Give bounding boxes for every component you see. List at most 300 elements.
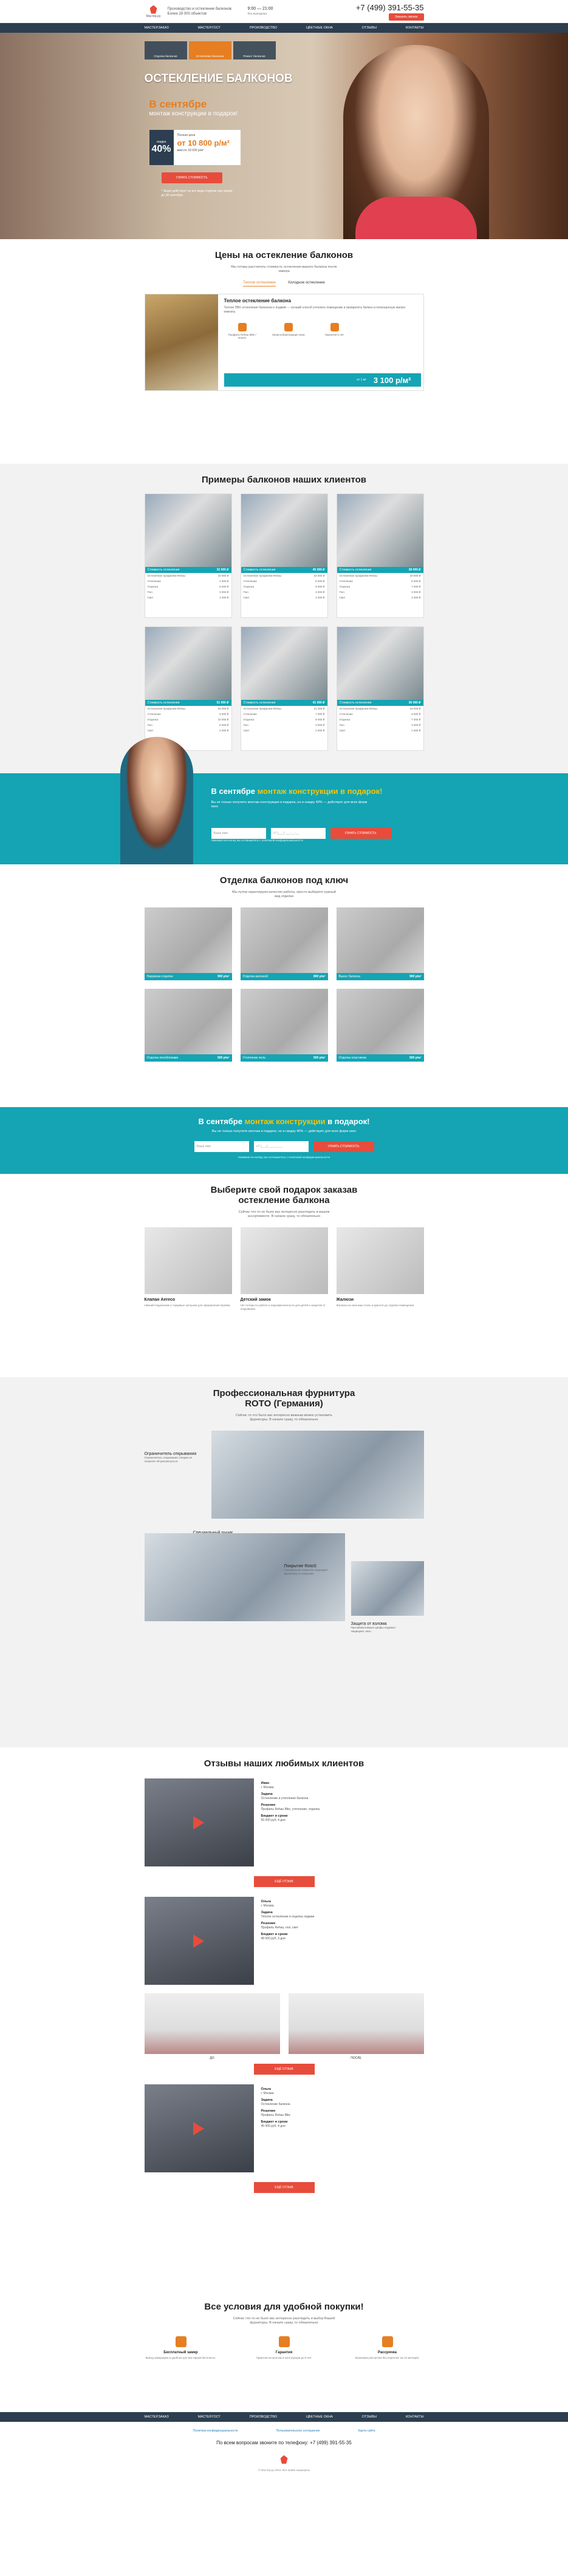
row-label: Пол — [147, 590, 152, 594]
example-row — [145, 578, 231, 584]
example-total: 45 000 ₽ — [312, 568, 325, 572]
price-bar — [224, 373, 421, 387]
price-info — [218, 294, 423, 390]
review-line: Профиль Rehau, пол, свет — [261, 1925, 299, 1930]
row-value: 1 000 ₽ — [411, 728, 421, 732]
nav-item[interactable]: КОНТАКТЫ — [405, 26, 424, 30]
feature-label: Энергосберегающие окна — [272, 333, 305, 336]
promo-box — [149, 130, 241, 165]
band-title-a: В сентябре — [198, 1117, 245, 1126]
form-note: Нажимая на кнопку, вы соглашаетесь с политикой конфиденциальности — [238, 1156, 330, 1159]
row-label: Отделка — [147, 585, 159, 588]
reviews-list — [145, 1778, 424, 2193]
price-tabs — [145, 281, 424, 286]
finish-card[interactable] — [241, 907, 328, 980]
condition-text: Выезд замерщика в удобное для вас время бесплатно. — [145, 2356, 216, 2359]
finish-price: 900 р/м² — [217, 975, 230, 978]
discount-label: скидка — [156, 140, 166, 144]
row-value: 8 000 ₽ — [315, 579, 325, 583]
submit-button[interactable]: УЗНАТЬ СТОИМОСТЬ — [313, 1141, 374, 1152]
review-video[interactable] — [145, 1778, 254, 1866]
section-desc: Сейчас то что было вас интересно важным можно установить фурнитуры. В начале сразу, то обязательно — [236, 1414, 332, 1422]
example-row — [241, 711, 327, 717]
example-row — [145, 728, 231, 733]
example-card[interactable] — [241, 493, 328, 618]
feature-label: Профиль Rehau Blitz / Grazio — [228, 333, 256, 339]
finish-card[interactable] — [337, 907, 424, 980]
row-label: Отделка — [243, 717, 255, 721]
promo-band-2 — [0, 1107, 568, 1174]
section-title: Профессиональная фурнитура ROTO (Германия) — [213, 1388, 355, 1409]
more-reviews-button[interactable]: ЕЩЁ ОТЗЫВ — [254, 1876, 315, 1887]
row-value: 4 000 ₽ — [315, 590, 325, 594]
review-item — [145, 1897, 424, 1985]
row-label: Остекление профилем Rehau — [243, 574, 282, 577]
tab-cold[interactable]: Холодное остекление — [287, 281, 325, 285]
finish-card[interactable] — [337, 989, 424, 1062]
section-desc: Сейчас что-то не было вас интересно разглядеть в вашем ассортименте. В начале сразу, то обязательно — [238, 1210, 330, 1218]
example-row — [241, 578, 327, 584]
phone-input[interactable]: +7 (___) ___-__-__ — [254, 1141, 309, 1152]
example-row — [337, 711, 423, 717]
hero-tabs — [145, 41, 276, 59]
hero-offer: монтаж конструкции в подарок! — [149, 110, 238, 117]
example-label: Стоимость остекления — [339, 701, 372, 705]
balcony-photo — [145, 294, 218, 390]
roto-label — [145, 1452, 197, 1463]
row-value: 22 000 ₽ — [313, 574, 325, 577]
nav-item[interactable]: МАСТЕР.ЗАКАЗ — [144, 26, 169, 30]
hero-tab[interactable]: Отделка балконов — [145, 41, 187, 59]
ruler-icon — [176, 2336, 186, 2347]
example-row — [337, 573, 423, 578]
footer-logo — [275, 2450, 293, 2469]
more-reviews-button[interactable]: ЕЩЁ ОТЗЫВ — [254, 2182, 315, 2193]
finish-name: Отделка вагонкой — [242, 975, 268, 978]
callback-button[interactable]: Заказать звонок — [389, 13, 423, 21]
promo-form — [145, 1141, 424, 1152]
feature-list — [224, 323, 417, 339]
finish-name: Отделка пеноблоками — [146, 1056, 179, 1060]
example-row — [145, 722, 231, 728]
reviewer-name: Ольга — [261, 2087, 271, 2091]
example-row — [145, 595, 231, 600]
condition-name: Бесплатный замер — [163, 2351, 198, 2354]
after-label: ПОСЛЕ — [351, 2056, 361, 2060]
row-value: 3 000 ₽ — [315, 723, 325, 727]
reviews-section — [0, 1747, 568, 2291]
hours-text: 9:00 — 21:00 — [247, 7, 273, 11]
example-card[interactable] — [145, 493, 232, 618]
row-label: Свет — [243, 728, 250, 732]
review-text — [261, 1897, 424, 1985]
row-label: Утепление — [339, 712, 353, 716]
row-label: Свет — [147, 728, 154, 732]
example-price-bar — [145, 700, 231, 706]
gifts-section — [0, 1174, 568, 1377]
row-value: 18 000 ₽ — [217, 574, 229, 577]
review-line: Бюджет и сроки — [261, 1814, 288, 1818]
example-price-bar — [241, 700, 327, 706]
finish-name: Отделка пластиком — [338, 1056, 366, 1060]
shield-icon — [279, 2336, 290, 2347]
row-value: 7 000 ₽ — [411, 585, 421, 588]
site-header — [0, 0, 568, 23]
row-label: Пол — [243, 723, 248, 727]
condition-text: Гарантия на монтаж и конструкции до 5 лет. — [256, 2356, 312, 2359]
row-value: 3 000 ₽ — [411, 590, 421, 594]
row-value: 5 000 ₽ — [219, 723, 229, 727]
row-label: Остекление профилем Rehau — [339, 574, 378, 577]
conditions-section — [0, 2291, 568, 2412]
more-reviews-button[interactable]: ЕЩЁ ОТЗЫВ — [254, 2064, 315, 2075]
gift-card[interactable] — [145, 1227, 232, 1311]
example-row — [145, 589, 231, 595]
example-row — [337, 717, 423, 722]
name-input[interactable]: Ваше имя — [211, 828, 266, 839]
example-row — [145, 584, 231, 589]
example-row — [241, 584, 327, 589]
row-value: 19 000 ₽ — [409, 707, 421, 710]
example-row — [241, 706, 327, 711]
example-row — [337, 578, 423, 584]
card-title: Теплое остекление балкона — [224, 298, 291, 303]
hours-sub: без выходных — [247, 12, 267, 16]
roto-hardware-photo-3 — [351, 1561, 424, 1616]
example-row — [337, 595, 423, 600]
example-row — [145, 717, 231, 722]
row-label: Свет — [339, 728, 346, 732]
example-row — [241, 728, 327, 733]
price-note: вместо 18 000 р/м² — [177, 149, 204, 152]
promo-form — [211, 828, 391, 839]
discount-value: 40% — [151, 144, 171, 154]
reviewer-address: г. Москва — [261, 2091, 274, 2095]
reviewer-name: Иван — [261, 1781, 270, 1785]
example-price-bar — [337, 700, 423, 706]
example-row — [145, 706, 231, 711]
review-line: Профиль Rehau Blitz, утепление, отделка — [261, 1807, 320, 1811]
example-row — [337, 722, 423, 728]
row-value: 2 000 ₽ — [411, 595, 421, 599]
row-value: 3 000 ₽ — [219, 590, 229, 594]
review-line: 48 000 руб, 3 дня — [261, 1936, 286, 1940]
row-label: Пол — [147, 723, 152, 727]
nav-item[interactable]: МАСТЕР.ГОСТ — [197, 2415, 221, 2419]
promo-price — [174, 130, 233, 165]
review-item — [145, 2084, 424, 2172]
band-title-c: в подарок! — [325, 1117, 370, 1126]
gift-photo — [337, 1227, 424, 1294]
condition-name: Рассрочка — [378, 2351, 397, 2354]
band-title — [145, 1107, 424, 1126]
example-label: Стоимость остекления — [147, 701, 180, 705]
review-line: Бюджет и сроки — [261, 1933, 288, 1936]
site-footer — [0, 2429, 568, 2501]
row-value: 21 000 ₽ — [313, 707, 325, 710]
hero-cta-button[interactable]: УЗНАТЬ СТОИМОСТЬ — [162, 172, 222, 183]
phone-input[interactable]: +7 (___) ___-__-__ — [271, 828, 326, 839]
example-photo — [337, 627, 423, 700]
roto-label-title: Покрытие RotoS — [284, 1564, 317, 1568]
example-label: Стоимость остекления — [243, 568, 276, 572]
prices-section — [0, 239, 568, 464]
finish-price: 900 р/м² — [409, 975, 422, 978]
logo[interactable] — [145, 2, 163, 21]
row-label: Отделка — [339, 717, 351, 721]
example-row — [337, 706, 423, 711]
example-row — [241, 595, 327, 600]
finish-price: 900 р/м² — [409, 1056, 422, 1060]
gift-text: Нет потери по работе и недозамоченности для детей и защитой от открывания. — [240, 1304, 326, 1310]
example-total: 32 000 ₽ — [216, 568, 229, 572]
logo-icon — [281, 2455, 288, 2464]
condition-name: Гарантия — [275, 2351, 293, 2354]
price-bar-label: от 1 м² — [357, 378, 366, 382]
name-input[interactable]: Ваше имя — [194, 1141, 249, 1152]
footer-link[interactable]: Карта сайта — [358, 2429, 375, 2433]
example-photo — [145, 627, 231, 700]
hero-tab[interactable]: Ремонт балконов — [233, 41, 276, 59]
row-value: 6 000 ₽ — [411, 579, 421, 583]
finish-caption — [241, 973, 328, 980]
roto-label-title: Ограничитель открывания — [144, 1452, 197, 1456]
section-title: Цены на остекление балконов — [214, 250, 354, 260]
roto-hardware-photo-2 — [145, 1533, 345, 1621]
review-line: Профиль Rehau Blitz — [261, 2113, 291, 2117]
section-desc: Мы путем гарантируем качество работы, просто выберите нужный вид отделки — [232, 890, 336, 898]
finish-caption — [145, 973, 232, 980]
row-value: 2 000 ₽ — [315, 595, 325, 599]
review-line: Остекление балкона — [261, 2102, 290, 2106]
contact-box — [356, 3, 424, 21]
example-card[interactable] — [337, 493, 424, 618]
finish-price: 900 р/м² — [217, 1056, 230, 1060]
gifts-grid — [145, 1227, 424, 1311]
example-row — [241, 573, 327, 578]
review-line: Решение — [261, 1922, 276, 1925]
finish-caption — [337, 973, 424, 980]
shield-icon — [330, 323, 339, 331]
finish-caption — [145, 1054, 232, 1062]
finish-name: Наружная отделка — [146, 975, 173, 978]
roto-label-text: Ограничитель открывания створки не позволит ей распахнуться. — [144, 1456, 193, 1463]
nav-item[interactable]: ПРОИЗВОДСТВО — [249, 26, 277, 30]
footer-phone[interactable]: По всем вопросам звоните по телефону: +7 (499) 391-55-35 — [216, 2440, 352, 2446]
finish-name: Утепление пола — [242, 1056, 265, 1060]
finish-grid — [145, 907, 424, 1062]
main-nav — [0, 23, 568, 33]
gift-text: Жалюзи на окна ваш стиль и красота до отделки помещения. — [336, 1304, 415, 1307]
review-text — [261, 2084, 424, 2172]
hero-banner — [0, 33, 568, 239]
price-card — [145, 294, 424, 391]
nav-item[interactable]: ПРОИЗВОДСТВО — [249, 2415, 277, 2419]
gift-name: Детский замок — [240, 1298, 271, 1302]
example-label: Стоимость остекления — [147, 568, 180, 572]
row-label: Остекление профилем Rehau — [147, 707, 186, 710]
gift-photo — [145, 1227, 232, 1294]
reviewer-address: г. Москва — [261, 1903, 274, 1908]
row-label: Отделка — [243, 585, 255, 588]
example-card[interactable] — [145, 626, 232, 751]
example-price-bar — [145, 567, 231, 573]
logo-icon — [150, 5, 157, 14]
price-label: Полная цена — [177, 134, 196, 137]
row-label: Отделка — [339, 585, 351, 588]
row-label: Утепление — [243, 712, 257, 716]
roto-label-text: Противовзломные цапфы надёжно защищают окно. — [351, 1626, 395, 1633]
surprised-woman-photo — [120, 737, 193, 864]
example-total: 51 000 ₽ — [216, 701, 229, 705]
reviewer-address: г. Москва — [261, 1785, 274, 1789]
finish-card[interactable] — [145, 989, 232, 1062]
example-row — [337, 584, 423, 589]
roto-section — [0, 1377, 568, 1747]
nav-item[interactable]: ЦВЕТНЫЕ ОКНА — [306, 2415, 333, 2419]
review-text — [261, 1778, 424, 1866]
condition-item — [248, 2336, 321, 2360]
footer-links — [193, 2429, 375, 2433]
hero-tab-active[interactable]: Остекление балконов — [189, 41, 231, 59]
example-total: 38 000 ₽ — [408, 568, 421, 572]
gift-card[interactable] — [241, 1227, 328, 1311]
row-value: 25 000 ₽ — [217, 707, 229, 710]
finish-card[interactable] — [145, 907, 232, 980]
row-label: Отделка — [147, 717, 159, 721]
row-label: Свет — [243, 595, 250, 599]
price-value: от 10 800 р/м² — [177, 138, 230, 147]
row-value: 2 000 ₽ — [219, 728, 229, 732]
row-value: 4 000 ₽ — [219, 579, 229, 583]
row-label: Остекление профилем Rehau — [147, 574, 186, 577]
example-row — [337, 728, 423, 733]
row-label: Остекление профилем Rehau — [243, 707, 282, 710]
band-text: Вы не только получите монтаж конструкции в подарок, но и скидку 40% — действует для всех форм окон — [211, 801, 368, 808]
review-line: Остекление и утепление балкона — [261, 1796, 309, 1800]
window-icon — [284, 323, 293, 331]
footer-nav — [0, 2412, 568, 2422]
example-card[interactable] — [337, 626, 424, 751]
finish-caption — [241, 1054, 328, 1062]
section-title: Выберите свой подарок заказав остекление балкона — [210, 1185, 358, 1205]
finish-card[interactable] — [241, 989, 328, 1062]
condition-item — [351, 2336, 424, 2360]
nav-item[interactable]: КОНТАКТЫ — [405, 2415, 424, 2419]
band-title — [211, 787, 383, 796]
example-photo — [241, 627, 327, 700]
gift-text: Нижний подоконник и торцевые заглушки для оформления проёма. — [144, 1304, 231, 1307]
review-line: Решение — [261, 2109, 276, 2113]
price-bar-value: 3 100 р/м² — [373, 375, 411, 385]
logo-text: Мастер.ру — [146, 14, 161, 18]
row-label: Утепление — [147, 579, 161, 583]
band-title-a: В сентябре — [211, 787, 258, 796]
example-total: 36 000 ₽ — [408, 701, 421, 705]
example-price-bar — [241, 567, 327, 573]
working-hours — [248, 6, 273, 17]
section-desc: Сейчас что-то не было вас интересно разглядеть и выбор Вашей фурнитуры. В начале сразу, то обязательно — [233, 2317, 335, 2325]
review-video[interactable] — [145, 1897, 254, 1985]
gift-card[interactable] — [337, 1227, 424, 1311]
example-photo — [145, 494, 231, 567]
review-video[interactable] — [145, 2084, 254, 2172]
nav-item[interactable]: ЦВЕТНЫЕ ОКНА — [306, 26, 333, 30]
roto-label-text: Специальное покрытие защищает фурнитуру от коррозии. — [284, 1568, 328, 1575]
nav-item[interactable]: МАСТЕР.ЗАКАЗ — [144, 2415, 169, 2419]
example-card[interactable] — [241, 626, 328, 751]
row-label: Пол — [243, 590, 248, 594]
calendar-icon — [382, 2336, 393, 2347]
nav-item[interactable]: ОТЗЫВЫ — [361, 26, 377, 30]
gift-photo — [241, 1227, 328, 1294]
row-value: 1 000 ₽ — [219, 595, 229, 599]
card-desc: Теплое ПВХ остекление балконов и лоджий — лучший способ утеплить помещение и превратить балкон в полноценную жилую комнату. — [224, 306, 406, 314]
gift-name: Жалюзи — [336, 1298, 354, 1302]
condition-item — [145, 2336, 217, 2360]
nav-item[interactable]: ОТЗЫВЫ — [361, 2415, 377, 2419]
example-row — [145, 573, 231, 578]
example-row — [241, 717, 327, 722]
row-label: Свет — [147, 595, 154, 599]
gift-name: Клапан Aereco — [144, 1298, 176, 1302]
promo-band — [0, 773, 568, 864]
row-value: 3 000 ₽ — [411, 723, 421, 727]
reviewer-name: Ольга — [261, 1900, 271, 1903]
nav-item[interactable]: МАСТЕР.ГОСТ — [197, 26, 221, 30]
roto-label-title: Защита от взлома — [351, 1622, 387, 1626]
roto-hardware-photo-1 — [211, 1431, 424, 1519]
row-value: 8 000 ₽ — [315, 717, 325, 721]
section-title: Отзывы наших любимых клиентов — [204, 1758, 364, 1769]
examples-section — [0, 464, 568, 773]
submit-button[interactable]: УЗНАТЬ СТОИМОСТЬ — [330, 828, 391, 839]
review-line: Задача — [261, 1911, 273, 1914]
tagline: Производство и остекление балконов. Более 28 000 объектов — [167, 7, 233, 16]
finish-caption — [337, 1054, 424, 1062]
example-row — [145, 711, 231, 717]
feature-label: Гарантия 5 лет — [324, 333, 344, 336]
review-line: Решение — [261, 1803, 276, 1807]
review-line: 45 000 руб, 4 дня — [261, 2124, 286, 2128]
tab-warm[interactable]: Теплое остекление — [243, 281, 276, 286]
footer-link[interactable]: Пользовательское соглашение — [276, 2429, 320, 2433]
row-value: 7 000 ₽ — [315, 712, 325, 716]
row-label: Утепление — [339, 579, 353, 583]
section-desc: Мы готовы рассчитать стоимость остекления вашего балкона после замера — [231, 265, 337, 273]
row-value: 20 000 ₽ — [409, 574, 421, 577]
example-photo — [241, 494, 327, 567]
example-row — [241, 722, 327, 728]
row-value: 9 000 ₽ — [219, 712, 229, 716]
row-label: Пол — [339, 590, 344, 594]
profile-icon — [238, 323, 247, 331]
review-item — [145, 1778, 424, 1866]
before-label: ДО — [210, 2056, 214, 2060]
footer-link[interactable]: Политика конфиденциальности — [193, 2429, 238, 2433]
review-line: Тёплое остекление и отделка лоджии — [261, 1914, 315, 1919]
examples-grid — [145, 493, 424, 751]
row-value: 9 000 ₽ — [315, 585, 325, 588]
finish-name: Вынос балкона — [338, 975, 360, 978]
example-label: Стоимость остекления — [339, 568, 372, 572]
example-photo — [337, 494, 423, 567]
before-after — [145, 1993, 424, 2060]
header-phone[interactable]: +7 (499) 391-55-35 — [355, 2, 424, 12]
feature-item — [224, 323, 261, 339]
after-photo — [289, 1993, 424, 2060]
roto-label — [284, 1564, 333, 1576]
